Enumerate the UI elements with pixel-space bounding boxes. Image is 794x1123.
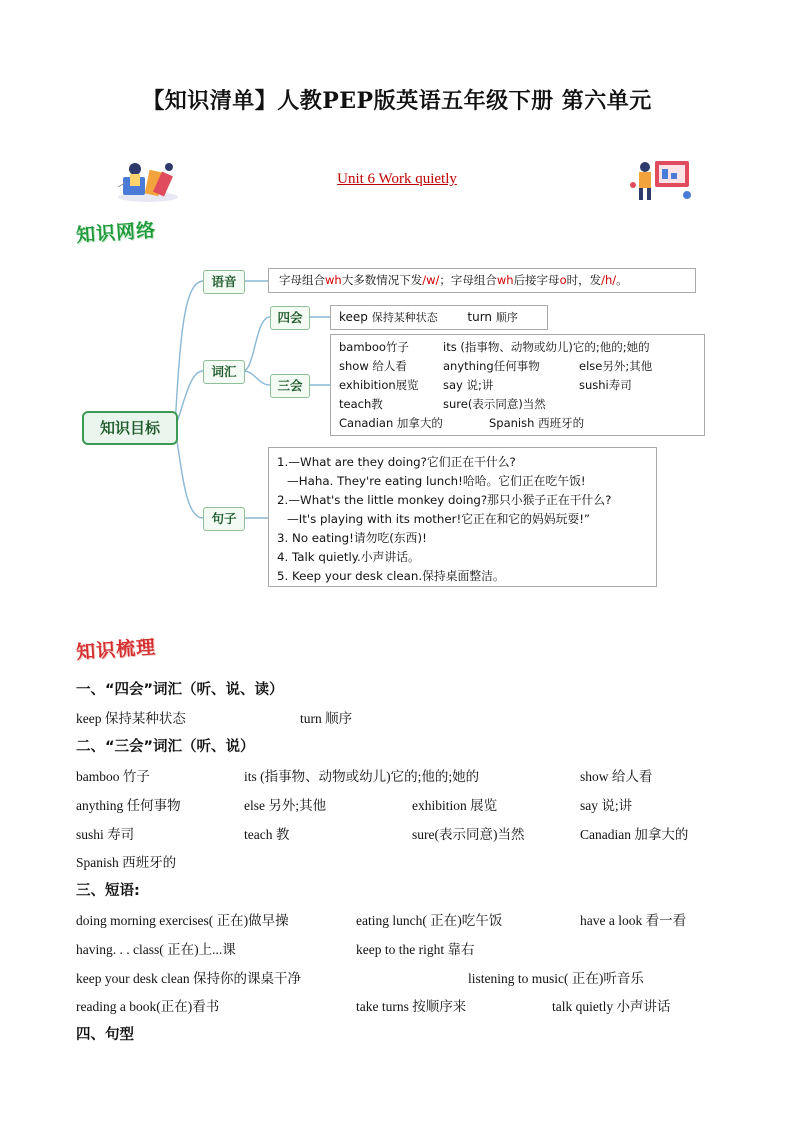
four-word-keep: keep (339, 310, 368, 324)
part2-r2-c2: else 另外;其他 (244, 798, 327, 813)
sentence-line-4: —It's playing with its mother!它正在和它的妈妈玩耍!” (287, 512, 591, 526)
sentences-box (268, 447, 657, 587)
part2-r1-c3: show 给人看 (580, 769, 653, 784)
part3-r1-c2: eating lunch( 正在)吃午饭 (356, 913, 503, 928)
four-word-turn: turn (467, 310, 493, 324)
section-heading-network: 知识网络 (75, 219, 157, 247)
pron-text-5: 时，发 (566, 273, 602, 287)
part3-heading: 三、短语: (76, 883, 140, 899)
page-title: 【知识清单】人教PEP版英语五年级下册 第六单元 (142, 88, 652, 114)
sentence-line-5: 3. No eating!请勿吃(东西)! (277, 531, 427, 545)
part3-r4-c1: reading a book(正在)看书 (76, 999, 220, 1014)
unit-title: Unit 6 Work quietly (337, 171, 457, 187)
mindmap-node-pronunciation: 语音 (203, 270, 245, 294)
sentence-line-3: 2.—What's the little monkey doing?那只小猴子正在干什么? (277, 493, 612, 507)
pron-text-3: ；字母组合 (439, 273, 497, 287)
three-row-5-a: Canadian 加拿大的 (339, 416, 443, 430)
sentence-line-1: 1.—What are they doing?它们正在干什么? (277, 455, 516, 469)
pron-sound-h: /h/ (601, 273, 617, 287)
mindmap-node-three-skills: 三会 (270, 374, 310, 398)
part2-r1-c1: bamboo 竹子 (76, 769, 150, 784)
three-row-2-c: else另外;其他 (579, 359, 653, 373)
sentence-line-7: 5. Keep your desk clean.保持桌面整洁。 (277, 569, 505, 583)
part3-r3-c1: keep your desk clean 保持你的课桌干净 (76, 971, 301, 986)
part4-heading: 四、句型 (76, 1027, 134, 1043)
part1-heading: 一、“四会”词汇（听、说、读） (76, 682, 284, 698)
pronunciation-box (268, 268, 696, 293)
pron-sound-w: /w/ (422, 273, 440, 287)
part3-r1-c1: doing morning exercises( 正在)做早操 (76, 913, 289, 928)
pron-wh-1: wh (325, 273, 342, 287)
three-row-5-b: Spanish 西班牙的 (489, 416, 585, 430)
pron-text-6: 。 (616, 273, 628, 287)
pron-wh-2: wh (496, 273, 514, 287)
part3-r4-c2: take turns 按顺序来 (356, 999, 467, 1014)
four-skills-box (330, 305, 548, 330)
part2-r3-c3: sure(表示同意)当然 (412, 827, 525, 842)
mindmap-node-vocab: 词汇 (203, 360, 245, 384)
part1-item-turn: turn 顺序 (300, 711, 353, 726)
part2-heading: 二、“三会”词汇（听、说） (76, 739, 255, 755)
three-row-2-a: show 给人看 (339, 359, 407, 373)
three-row-4-a: teach教 (339, 397, 383, 411)
pron-letter-o: o (559, 273, 567, 287)
three-row-3-a: exhibition展览 (339, 378, 419, 392)
part3-r2-c1: having. . . class( 正在)上...课 (76, 942, 236, 957)
part2-r3-c4: Canadian 加拿大的 (580, 827, 689, 842)
three-row-1-b: its (指事物、动物或幼儿)它的;他的;她的 (443, 340, 650, 354)
three-row-1-a: bamboo竹子 (339, 340, 409, 354)
four-meaning-keep: 保持某种状态 (371, 311, 438, 324)
pron-text-4: 后接字母 (513, 273, 560, 287)
mindmap-node-sentences: 句子 (203, 507, 245, 531)
mindmap-root: 知识目标 (82, 411, 178, 445)
part2-r1-c2: its (指事物、动物或幼儿)它的;他的;她的 (244, 769, 480, 784)
part3-r1-c3: have a look 看一看 (580, 913, 687, 928)
pron-text-2: 大多数情况下发 (341, 273, 423, 287)
sentence-line-2: —Haha. They're eating lunch!哈哈。它们正在吃午饭! (287, 474, 586, 488)
sentence-line-6: 4. Talk quietly.小声讲话。 (277, 550, 420, 564)
three-row-4-b: sure(表示同意)当然 (443, 397, 546, 411)
part2-r2-c1: anything 任何事物 (76, 798, 181, 813)
part2-r4-c1: Spanish 西班牙的 (76, 855, 177, 870)
section-heading-review: 知识梳理 (75, 636, 157, 664)
part3-r4-c3: talk quietly 小声讲话 (552, 999, 671, 1014)
part3-r3-c2: listening to music( 正在)听音乐 (468, 971, 644, 986)
part2-r3-c2: teach 教 (244, 827, 290, 842)
four-meaning-turn: 顺序 (495, 311, 518, 324)
part2-r2-c3: exhibition 展览 (412, 798, 498, 813)
part2-r3-c1: sushi 寿司 (76, 827, 135, 842)
part2-r2-c4: say 说;讲 (580, 798, 633, 813)
part1-item-keep: keep 保持某种状态 (76, 711, 186, 726)
part3-r2-c2: keep to the right 靠右 (356, 942, 475, 957)
three-row-3-b: say 说;讲 (443, 378, 494, 392)
three-row-2-b: anything任何事物 (443, 359, 540, 373)
mindmap-node-four-skills: 四会 (270, 306, 310, 330)
pron-text-1: 字母组合 (279, 273, 325, 287)
three-row-3-c: sushi寿司 (579, 378, 632, 392)
three-skills-box (330, 334, 705, 436)
